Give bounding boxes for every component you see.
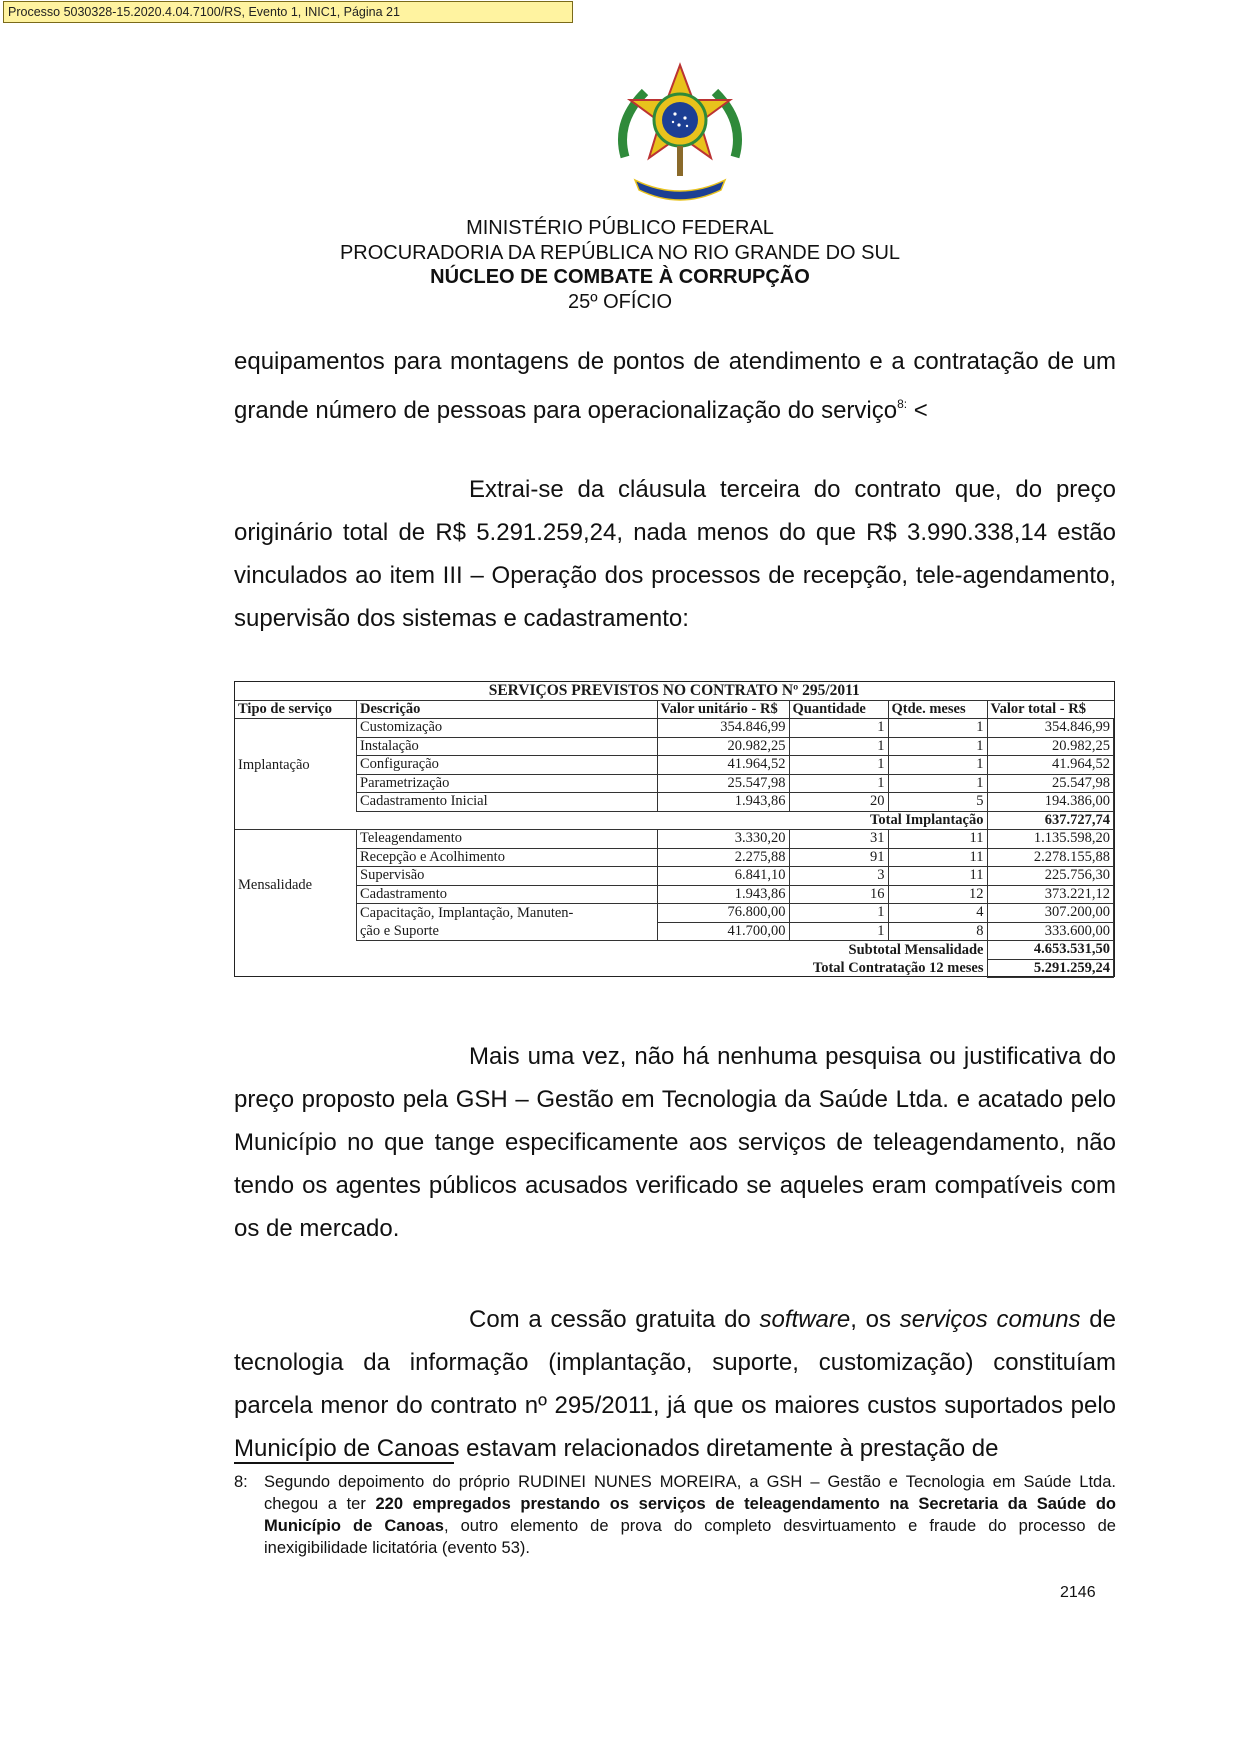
paragraph-4-emphasis: serviços comuns <box>899 1306 1081 1333</box>
header-ministry: MINISTÉRIO PÚBLICO FEDERAL <box>466 217 774 239</box>
table-cell: ção e Suporte <box>357 922 658 941</box>
paragraph-4 <box>234 1298 1116 1470</box>
table-cell: 11 <box>888 867 987 886</box>
table-cell: 2.278.155,88 <box>987 848 1114 867</box>
table-cell: 25.547,98 <box>657 774 789 793</box>
table-cell: 8 <box>888 922 987 941</box>
column-header: Descrição <box>357 700 658 719</box>
table-cell: 31 <box>789 830 888 849</box>
table-cell: 16 <box>789 885 888 904</box>
table-cell: 194.386,00 <box>987 793 1114 812</box>
header-block <box>0 216 1240 314</box>
table-cell: 354.846,99 <box>657 719 789 738</box>
table-cell: 11 <box>888 830 987 849</box>
table-row <box>235 719 1114 738</box>
paragraph-4-emphasis: software <box>759 1306 851 1333</box>
paragraph-2-text: Extrai-se da cláusula terceira do contrato que, do preço originário total de R$ 5.291.259,24, nada menos do que R$ 3.990.338,14 estão vinculados ao item III – Operação dos processos de recepção, tele-agendamento, supervisão dos sistemas e cadastramento: <box>234 476 1116 632</box>
table-subtotal-row <box>235 941 1114 960</box>
table-cell: 373.221,12 <box>987 885 1114 904</box>
brazil-coat-of-arms-icon <box>605 62 755 212</box>
table-cell: 1.135.598,20 <box>987 830 1114 849</box>
footnote-number: 8: <box>234 1473 248 1491</box>
footnote-separator <box>234 1462 454 1464</box>
subtotal-value: 4.653.531,50 <box>987 941 1114 960</box>
subtotal-label: Total Implantação <box>870 811 984 828</box>
footnote-text <box>264 1471 1116 1559</box>
table-cell: Cadastramento <box>357 885 658 904</box>
table-cell: 1.943,86 <box>657 885 789 904</box>
table-cell: Configuração <box>357 756 658 775</box>
table-cell: 91 <box>789 848 888 867</box>
paragraph-3 <box>234 1035 1116 1250</box>
paragraph-1-text: equipamentos para montagens de pontos de atendimento e a contratação de um grande número de pessoas para operacionalização do serviço <box>234 348 1116 424</box>
footnote-bold-text: 220 empregados prestando os serviços de teleagendamento na Secretaria da Saúde do Município de Canoas <box>264 1495 1116 1535</box>
table-cell: 225.756,30 <box>987 867 1114 886</box>
table-cell: 3.330,20 <box>657 830 789 849</box>
column-header: Qtde. meses <box>888 700 987 719</box>
column-header: Tipo de serviço <box>235 700 357 719</box>
table-title: SERVIÇOS PREVISTOS NO CONTRATO Nº 295/2011 <box>235 682 1114 700</box>
table-cell: 1 <box>789 904 888 923</box>
table-cell: 1 <box>789 756 888 775</box>
subtotal-value: 637.727,74 <box>987 811 1114 830</box>
table-cell: 3 <box>789 867 888 886</box>
table-cell: Capacitação, Implantação, Manuten- <box>357 904 658 923</box>
footnote-ref[interactable]: 8: <box>897 397 908 411</box>
table-cell: 4 <box>888 904 987 923</box>
header-unit: NÚCLEO DE COMBATE À CORRUPÇÃO <box>430 266 810 288</box>
table-cell: 2.275,88 <box>657 848 789 867</box>
paragraph-4-text: Com a cessão gratuita do <box>469 1306 760 1333</box>
table-cell: Parametrização <box>357 774 658 793</box>
footnote <box>234 1471 1116 1559</box>
table-row <box>235 848 1114 867</box>
table-cell: 1 <box>888 756 987 775</box>
table-cell: 1 <box>789 737 888 756</box>
table-total-row <box>235 959 1114 978</box>
grand-total-label: Total Contratação 12 meses <box>812 959 984 976</box>
table-cell: 1 <box>789 719 888 738</box>
table-cell: 41.964,52 <box>657 756 789 775</box>
table-cell: Teleagendamento <box>357 830 658 849</box>
table-cell: 1.943,86 <box>657 793 789 812</box>
table-cell: Customização <box>357 719 658 738</box>
paragraph-2 <box>234 468 1116 640</box>
paragraph-3-text: Mais uma vez, não há nenhuma pesquisa ou justificativa do preço proposto pela GSH – Gestão em Tecnologia da Saúde Ltda. e acatado pelo Município no que tange especificamente aos serviços de teleagendamento, não tendo os agentes públicos acusados verificado se aqueles eram compatíveis com os de mercado. <box>234 1043 1116 1242</box>
header-division: 25º OFÍCIO <box>568 290 672 313</box>
table-row <box>235 774 1114 793</box>
page-number: 2146 <box>1060 1584 1096 1601</box>
grand-total-value: 5.291.259,24 <box>987 959 1114 978</box>
footnote-text-part: Segundo depoimento do próprio RUDINEI NUNES MOREIRA, a GSH – Gestão e Tecnologia em Saúde Ltda. chegou a ter <box>264 1473 1116 1513</box>
column-header: Quantidade <box>789 700 888 719</box>
table-cell: 6.841,10 <box>657 867 789 886</box>
table-row <box>235 922 1114 941</box>
table-cell: 1 <box>789 774 888 793</box>
table-cell: Instalação <box>357 737 658 756</box>
table-row <box>235 756 1114 775</box>
table-cell: 41.964,52 <box>987 756 1114 775</box>
paragraph-4-text: de tecnologia da informação (implantação, suporte, customização) constituíam parcela menor do contrato nº 295/2011, já que os maiores custos suportados pelo Município de Canoas estavam relacionados diretamente à prestação de <box>234 1306 1117 1462</box>
table-row <box>235 830 1114 849</box>
table-cell: 1 <box>789 922 888 941</box>
paragraph-1 <box>234 340 1116 432</box>
table-cell: Supervisão <box>357 867 658 886</box>
table-cell: 25.547,98 <box>987 774 1114 793</box>
header-office: PROCURADORIA DA REPÚBLICA NO RIO GRANDE DO SUL <box>339 241 901 264</box>
table-cell: 20 <box>789 793 888 812</box>
table-cell: 307.200,00 <box>987 904 1114 923</box>
table-cell: 76.800,00 <box>657 904 789 923</box>
table-cell: 41.700,00 <box>657 922 789 941</box>
table-cell: 20.982,25 <box>987 737 1114 756</box>
table-row <box>235 793 1114 812</box>
paragraph-1-tail: < <box>907 397 928 424</box>
process-stamp: Processo 5030328-15.2020.4.04.7100/RS, Evento 1, INIC1, Página 21 <box>3 1 573 23</box>
table-cell: 333.600,00 <box>987 922 1114 941</box>
subtotal-label: Subtotal Mensalidade <box>848 941 984 958</box>
contract-services-table <box>234 681 1115 977</box>
paragraph-4-text: , os <box>850 1306 900 1333</box>
table-subtotal-row <box>235 811 1114 830</box>
table-cell: 1 <box>888 774 987 793</box>
table-cell: 1 <box>888 737 987 756</box>
table-row <box>235 737 1114 756</box>
table-row <box>235 867 1114 886</box>
group-name: Mensalidade <box>235 830 357 941</box>
table-cell: 12 <box>888 885 987 904</box>
table-cell: 354.846,99 <box>987 719 1114 738</box>
table-cell: Recepção e Acolhimento <box>357 848 658 867</box>
footnote-text-part: , outro elemento de prova do completo desvirtuamento e fraude do processo de inexigibilidade licitatória (evento 53). <box>264 1517 1116 1557</box>
table-row <box>235 904 1114 923</box>
table-cell: 1 <box>888 719 987 738</box>
column-header: Valor unitário - R$ <box>657 700 789 719</box>
table-cell: 11 <box>888 848 987 867</box>
table-row <box>235 885 1114 904</box>
table-cell: Cadastramento Inicial <box>357 793 658 812</box>
column-header: Valor total - R$ <box>987 700 1114 719</box>
table-cell: 20.982,25 <box>657 737 789 756</box>
group-name: Implantação <box>238 756 310 773</box>
table-cell: 5 <box>888 793 987 812</box>
